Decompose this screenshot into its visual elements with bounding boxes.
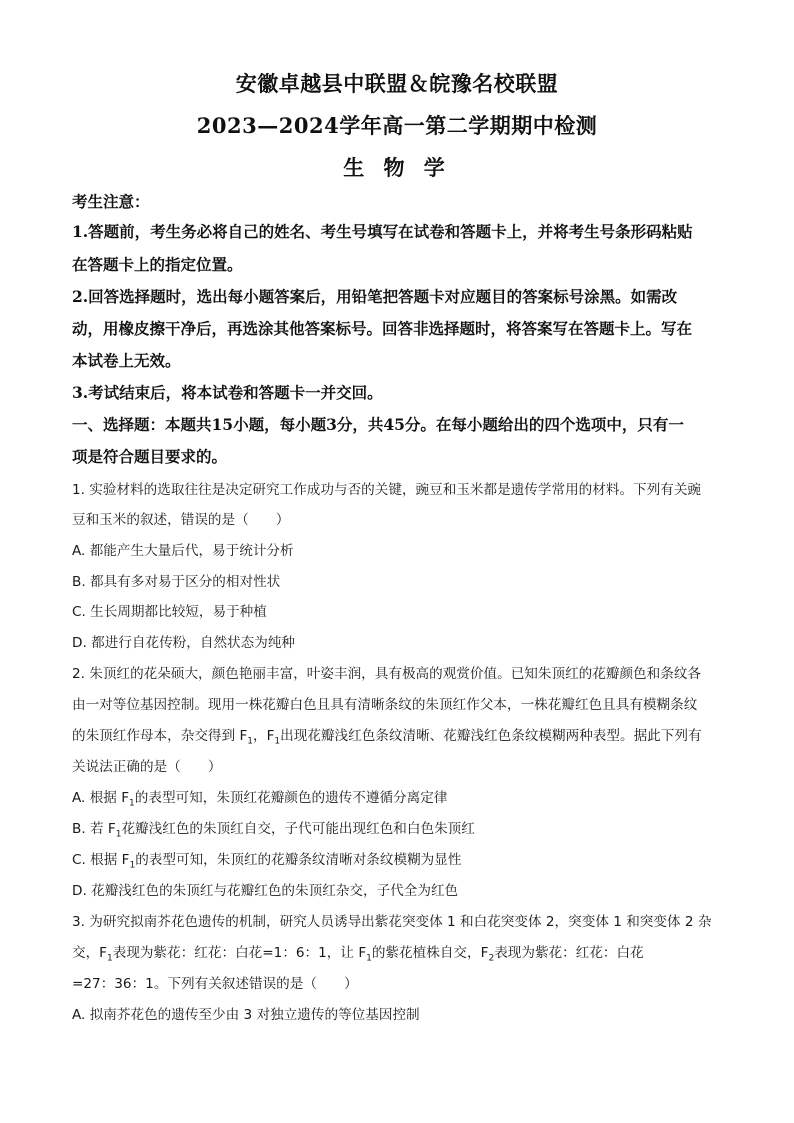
q2-stem-line-2: 由一对等位基因控制。现用一株花瓣白色且具有清晰条纹的朱顶红作父本，一株花瓣红色且具有模糊条纹: [72, 697, 698, 713]
section-heading-line-2: 项是符合题目要求的。: [72, 447, 228, 466]
q1-option-a: A. 都能产生大量后代，易于统计分析: [72, 543, 294, 559]
q3-stem-line-1: 3. 为研究拟南芥花色遗传的机制，研究人员诱导出紫花突变体 1 和白花突变体 2，突变体 1 和突变体 2 杂: [72, 914, 712, 930]
subject-title: 生 物 学: [343, 155, 451, 180]
notice-line-2: 在答题卡上的指定位置。: [72, 255, 243, 274]
q1-option-c: C. 生长周期都比较短，易于种植: [72, 604, 267, 620]
q1-stem-line-1: 1. 实验材料的选取往往是决定研究工作成功与否的关键，豌豆和玉米都是遗传学常用的材料。下列有关豌: [72, 482, 702, 498]
q2-option-a: A. 根据 $F_1$的表型可知，朱顶红花瓣颜色的遗传不遵循分离定律: [72, 790, 448, 809]
exam-union-title: 安徽卓越县中联盟＆皖豫名校联盟: [235, 71, 559, 96]
q3-stem-line-3: =27：36：1。下列有关叙述错误的是（ ）: [72, 976, 358, 992]
q1-option-d: D. 都进行自花传粉，自然状态为纯种: [72, 635, 296, 651]
q3-option-a: A. 拟南芥花色的遗传至少由 3 对独立遗传的等位基因控制: [72, 1007, 420, 1023]
q2-stem-line-4: 关说法正确的是（ ）: [72, 759, 222, 775]
q2-option-c: C. 根据 $F_1$的表型可知，朱顶红的花瓣条纹清晰对条纹模糊为显性: [72, 852, 462, 871]
notice-line-6: 3.考试结束后，将本试卷和答题卡一并交回。: [72, 383, 383, 402]
q1-option-b: B. 都具有多对易于区分的相对性状: [72, 574, 281, 590]
q1-stem-line-2: 豆和玉米的叙述，错误的是（ ）: [72, 512, 290, 528]
q2-option-b: B. 若 $F_1$花瓣浅红色的朱顶红自交，子代可能出现红色和白色朱顶红: [72, 821, 475, 840]
q2-stem-line-1: 2. 朱顶红的花朵硕大，颜色艳丽丰富，叶姿丰润，具有极高的观赏价值。已知朱顶红的花瓣颜色和条纹各: [72, 666, 702, 682]
notice-heading: 考生注意：: [72, 192, 150, 211]
notice-line-4: 动，用橡皮擦干净后，再选涂其他答案标号。回答非选择题时，将答案写在答题卡上。写在: [72, 319, 693, 338]
notice-line-3: 2.回答选择题时，选出每小题答案后，用铅笔把答题卡对应题目的答案标号涂黑。如需改: [72, 287, 678, 306]
q2-option-d: D. 花瓣浅红色的朱顶红与花瓣红色的朱顶红杂交，子代全为红色: [72, 883, 459, 899]
section-heading-line-1: 一、选择题：本题共15小题，每小题3分，共45分。在每小题给出的四个选项中，只有一: [72, 415, 684, 434]
notice-line-1: 1.答题前，考生务必将自己的姓名、考生号填写在试卷和答题卡上，并将考生号条形码粘贴: [72, 222, 693, 241]
q3-stem-line-2: 交，$F_1$表现为紫花：红花：白花=1：6：1，让 $F_1$的紫花植株自交，$F_2$表现为紫花：红花：白花: [72, 945, 644, 964]
exam-term-title: 2023—2024学年高一第二学期期中检测: [196, 113, 598, 138]
notice-line-5: 本试卷上无效。: [72, 351, 181, 370]
q2-stem-line-3: 的朱顶红作母本，杂交得到 $F_1$，$F_1$出现花瓣浅红色条纹清晰、花瓣浅红色条纹模糊两种表型。据此下列有: [72, 728, 702, 747]
